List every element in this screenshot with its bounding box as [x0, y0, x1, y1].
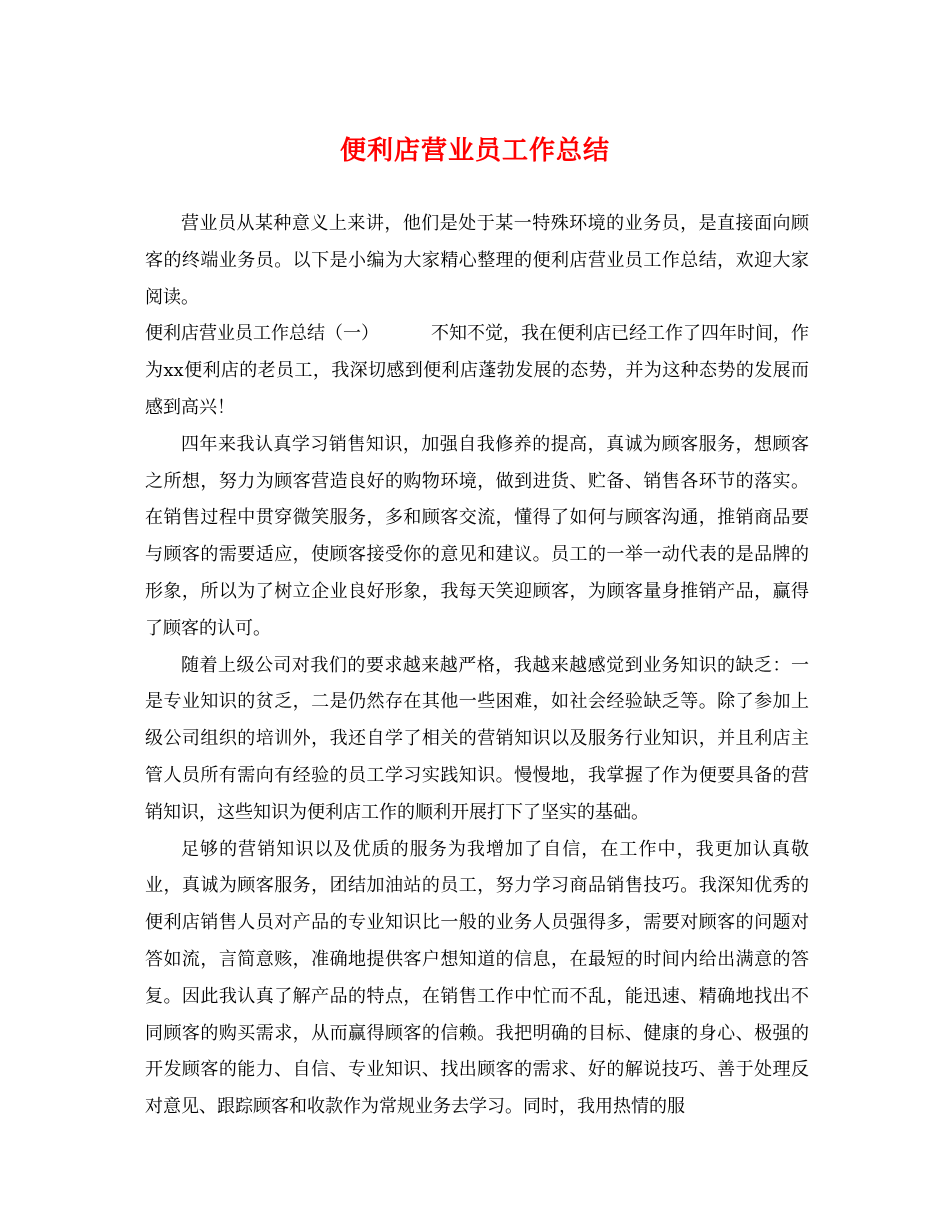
document-title: 便利店营业员工作总结	[339, 136, 610, 166]
section-paragraph	[145, 316, 809, 426]
document-body	[145, 206, 809, 1126]
body-paragraph: 四年来我认真学习销售知识，加强自我修养的提高，真诚为顾客服务，想顾客之所想，努力为顾客营造良好的购物环境，做到进货、贮备、销售各环节的落实。在销售过程中贯穿微笑服务，多和顾客交流，懂得了如何与顾客沟通，推销商品要与顾客的需要适应，使顾客接受你的意见和建议。员工的一举一动代表的是品牌的形象，所以为了树立企业良好形象，我每天笑迎顾客，为顾客量身推销产品，赢得了顾客的认可。	[145, 433, 809, 639]
section-heading: 便利店营业员工作总结（一）	[145, 323, 379, 345]
intro-paragraph: 营业员从某种意义上来讲，他们是处于某一特殊环境的业务员，是直接面向顾客的终端业务员。以下是小编为大家精心整理的便利店营业员工作总结，欢迎大家阅读。	[145, 213, 809, 308]
body-paragraph: 随着上级公司对我们的要求越来越严格，我越来越感觉到业务知识的缺乏：一是专业知识的贫乏，二是仍然存在其他一些困难，如社会经验缺乏等。除了参加上级公司组织的培训外，我还自学了相关的营销知识以及服务行业知识，并且利店主管人员所有需向有经验的员工学习实践知识。慢慢地，我掌握了作为便要具备的营销知识，这些知识为便利店工作的顺利开展打下了坚实的基础。	[145, 654, 809, 823]
section-first-paragraph: 不知不觉，我在便利店已经工作了四年时间，作为xx便利店的老员工，我深切感到便利店蓬勃发展的态势，并为这种态势的发展而感到高兴！	[145, 323, 809, 418]
body-paragraph: 足够的营销知识以及优质的服务为我增加了自信，在工作中，我更加认真敬业，真诚为顾客服务，团结加油站的员工，努力学习商品销售技巧。我深知优秀的便利店销售人员对产品的专业知识比一般的业务人员强得多，需要对顾客的问题对答如流，言简意赅，准确地提供客户想知道的信息，在最短的时间内给出满意的答复。因此我认真了解产品的特点，在销售工作中忙而不乱，能迅速、精确地找出不同顾客的购买需求，从而赢得顾客的信赖。我把明确的目标、健康的身心、极强的开发顾客的能力、自信、专业知识、找出顾客的需求、好的解说技巧、善于处理反对意见、跟踪顾客和收款作为常规业务去学习。同时，我用热情的服	[145, 838, 809, 1118]
